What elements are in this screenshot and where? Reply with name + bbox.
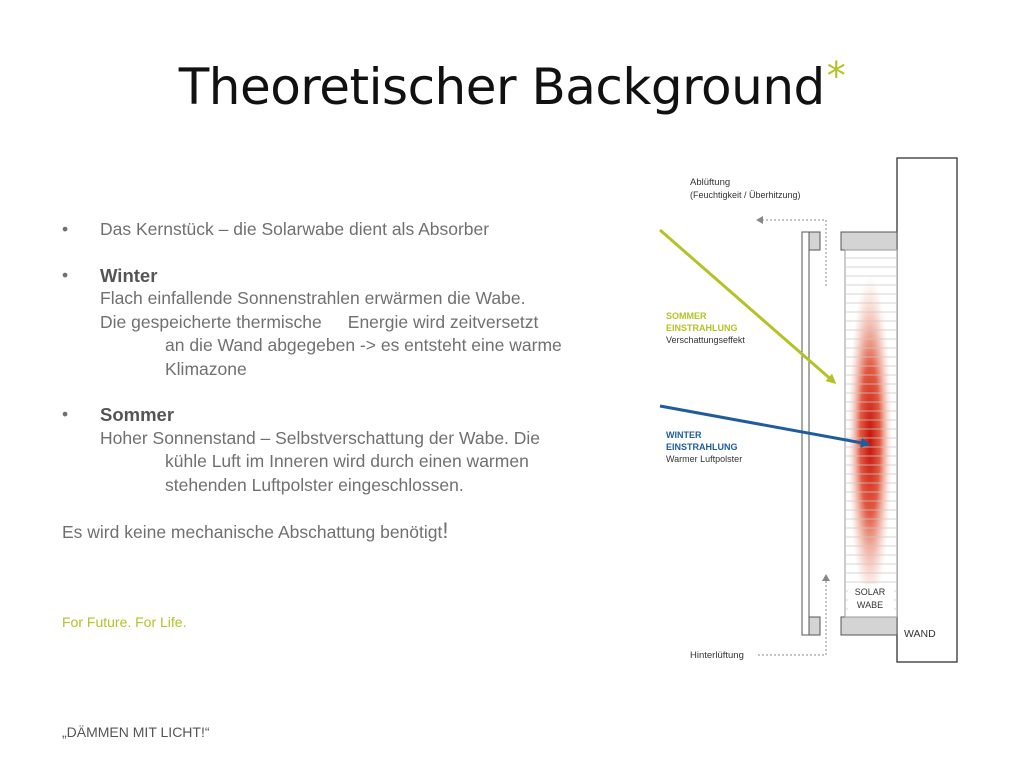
- winter-subtitle: EINSTRAHLUNG: [666, 442, 738, 452]
- exhaust-arrow-icon: [756, 216, 763, 224]
- winter-title: WINTER: [666, 430, 702, 440]
- winter-line-2: [100, 311, 622, 335]
- rear-vent-arrow-icon: [822, 574, 830, 581]
- bullet-text: Das Kernstück – die Solarwabe dient als Absorber: [100, 219, 490, 239]
- bullet-dot: •: [62, 219, 69, 239]
- wall: [897, 158, 957, 662]
- bullet-core: [62, 218, 622, 242]
- bullet-winter: [62, 264, 622, 382]
- exhaust-sublabel: (Feuchtigkeit / Überhitzung): [690, 190, 801, 200]
- heat-glow: [848, 275, 892, 605]
- bullet-dot: •: [62, 404, 69, 424]
- title-asterisk: *: [826, 54, 846, 98]
- footer-text: „DÄMMEN MIT LICHT!“: [62, 724, 210, 740]
- wall-label: WAND: [904, 628, 936, 640]
- winter-line-2b: Energie wird zeitversetzt: [347, 311, 539, 332]
- bullet-dot: •: [62, 264, 69, 285]
- comb-top-bar: [841, 232, 897, 250]
- winter-line-2a: Die gespeicherte thermische: [100, 311, 322, 332]
- comb-bottom-bar: [841, 617, 897, 635]
- exhaust-vent-path: [762, 220, 826, 286]
- solar-label: SOLAR: [854, 587, 886, 597]
- bullet-heading: Sommer: [100, 404, 175, 425]
- summer-line-2: kühle Luft im Inneren wird durch einen warmen: [165, 451, 529, 471]
- bullet-heading: Winter: [100, 264, 158, 286]
- glass-cap-bottom: [809, 617, 820, 635]
- title-text: Theoretischer Background: [178, 58, 825, 116]
- winter-effect: Warmer Luftpolster: [666, 454, 743, 464]
- glass-cap-top: [809, 232, 820, 250]
- slide-body: [62, 218, 622, 545]
- conclusion-text: Es wird keine mechanische Abschattung benötigt: [62, 522, 443, 542]
- rear-vent-label: Hinterlüftung: [690, 650, 744, 661]
- slide-title: [0, 54, 1024, 116]
- summer-subtitle: EINSTRAHLUNG: [666, 323, 738, 333]
- winter-line-4: Klimazone: [165, 358, 247, 379]
- conclusion: [62, 519, 622, 545]
- winter-line-1: Flach einfallende Sonnenstrahlen erwärmen die Wabe.: [100, 288, 526, 308]
- exhaust-label: Ablüftung: [690, 177, 731, 188]
- conclusion-mark: !: [442, 518, 449, 543]
- summer-effect: Verschattungseffekt: [666, 335, 745, 345]
- winter-line-3: an die Wand abgegeben -> es entsteht eine warme: [165, 335, 562, 355]
- summer-line-3: stehenden Luftpolster eingeschlossen.: [165, 474, 464, 495]
- slogan: For Future. For Life.: [62, 614, 187, 630]
- solar-honeycomb-diagram: [640, 150, 960, 670]
- bullet-summer: [62, 403, 622, 497]
- summer-line-1: Hoher Sonnenstand – Selbstverschattung der Wabe. Die: [100, 427, 541, 448]
- solar-sublabel: WABE: [856, 600, 884, 610]
- summer-title: SOMMER: [666, 311, 707, 321]
